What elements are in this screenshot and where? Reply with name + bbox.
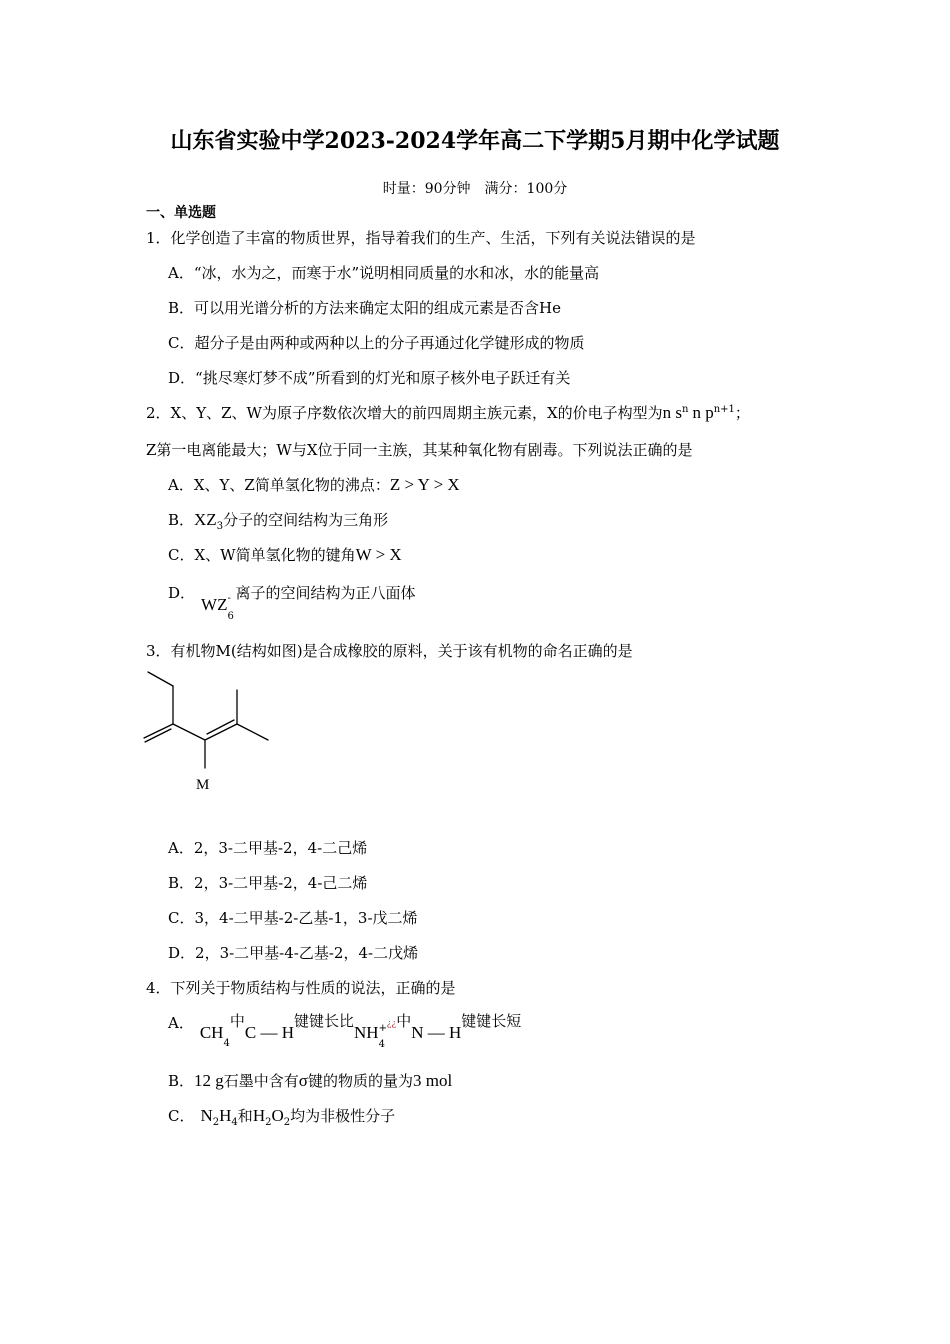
question-2-stem-line-1 <box>146 403 750 423</box>
formula-h2o2-h-subscript: 2 <box>265 1117 272 1128</box>
molecule-label: M <box>196 777 210 793</box>
question-2-option-a-text: A．X、Y、Z简单氢化物的沸点： <box>168 476 390 494</box>
question-2-stem-line-2: Z第一电离能最大；W与X位于同一主族，其某种氧化物有剧毒。下列说法正确的是 <box>146 441 693 459</box>
question-2-option-d-label: D． <box>168 584 196 602</box>
artifact-tag: ¿¿ <box>386 1019 397 1029</box>
question-4-option-b-text-1: 石墨中含有 <box>223 1072 299 1090</box>
electron-config-np-exponent: n+1 <box>713 404 735 415</box>
bond-angle-order: W > X <box>355 545 402 564</box>
formula-n2h4-h: H <box>219 1106 232 1125</box>
question-3-option-b: B．2，3-二甲基-2，4-己二烯 <box>168 874 368 892</box>
molecule-m-structure <box>140 668 280 798</box>
formula-n2h4-n: N <box>200 1106 213 1125</box>
question-2-option-c <box>168 545 402 565</box>
formula-wz6-subscript: 6 <box>227 611 234 622</box>
question-2-option-b-text: 分子的空间结构为三角形 <box>223 511 389 529</box>
sigma-symbol: σ <box>298 1071 308 1090</box>
question-2-option-d <box>168 583 416 622</box>
question-1-option-d: D．“挑尽寒灯梦不成”所看到的灯光和原子核外电子跃迁有关 <box>168 369 571 387</box>
question-1-option-a: A．“冰，水为之，而寒于水”说明相同质量的水和冰，水的能量高 <box>168 264 600 282</box>
c2-c3-bond <box>173 724 205 740</box>
question-4-option-a-end: 键键长短 <box>461 1012 522 1030</box>
methyl-right-bond <box>237 724 268 740</box>
graphite-mass: 12 g <box>194 1071 224 1090</box>
formula-n2h4-h-subscript: 4 <box>231 1117 238 1128</box>
electron-config-ns: n s <box>662 403 683 422</box>
question-4-option-a-zhong-1: 中 <box>229 1012 245 1030</box>
electron-config-ns-exponent: n <box>682 404 689 415</box>
question-2-stem-punct: ； <box>734 404 750 422</box>
question-4-option-b-text-2: 键的物质的量为 <box>307 1072 413 1090</box>
question-2-option-b <box>168 510 388 530</box>
page-title: 山东省实验中学2023-2024学年高二下学期5月期中化学试题 <box>170 128 780 154</box>
ethyl-terminal-bond <box>148 672 173 686</box>
question-2-stem-text: 2．X、Y、Z、W为原子序数依次增大的前四周期主族元素，X的价电子构型为 <box>146 404 663 422</box>
sigma-bond-amount: 3 mol <box>412 1071 453 1090</box>
question-4-option-a-label: A． <box>168 1014 194 1032</box>
question-4-option-c-and: 和 <box>237 1107 253 1125</box>
formula-h2o2-o-subscript: 2 <box>283 1117 291 1128</box>
formula-h2o2-o: O <box>271 1106 284 1125</box>
question-4-option-c-label: C． <box>168 1107 195 1125</box>
bond-c-h: C — H <box>244 1023 294 1042</box>
question-4-option-c <box>168 1106 395 1126</box>
formula-nh4-subscript: 4 <box>378 1039 385 1050</box>
question-2-option-a <box>168 475 460 495</box>
question-3-option-d: D．2，3-二甲基-4-乙基-2，4-二戊烯 <box>168 944 419 962</box>
formula-xz3-subscript: 3 <box>216 521 224 532</box>
question-3-stem: 3．有机物M(结构如图)是合成橡胶的原料，关于该有机物的命名正确的是 <box>146 642 633 660</box>
formula-n2h4-n-subscript: 2 <box>212 1117 220 1128</box>
question-2-option-c-text: C．X、W简单氢化物的键角 <box>168 546 356 564</box>
formula-ch4: CH <box>199 1023 224 1042</box>
formula-xz3: XZ <box>194 510 217 529</box>
exam-info: 时量：90分钟 满分：100分 <box>382 181 568 197</box>
question-3-option-c: C．3，4-二甲基-2-乙基-1，3-戊二烯 <box>168 909 418 927</box>
question-4-option-c-text: 均为非极性分子 <box>290 1107 396 1125</box>
question-1-stem: 1．化学创造了丰富的物质世界，指导着我们的生产、生活，下列有关说法错误的是 <box>146 229 696 247</box>
question-4-option-b-label: B． <box>168 1072 195 1090</box>
question-4-option-a-zhong-2: 中 <box>396 1012 412 1030</box>
formula-ch4-subscript: 4 <box>223 1038 230 1049</box>
formula-h2o2-h: H <box>252 1106 266 1125</box>
formula-wz6-charge: - <box>227 593 231 604</box>
section-heading: 一、单选题 <box>146 205 216 221</box>
bond-n-h: N — H <box>411 1023 462 1042</box>
formula-wz6: WZ <box>201 595 228 614</box>
question-4-option-b <box>168 1071 452 1091</box>
question-4-option-a-compare: 键键长比 <box>293 1012 354 1030</box>
question-2-option-b-label: B． <box>168 511 195 529</box>
question-4-stem: 4．下列关于物质结构与性质的说法，正确的是 <box>146 979 456 997</box>
electron-config-np: n p <box>692 403 714 422</box>
question-3-option-a: A．2，3-二甲基-2，4-二己烯 <box>168 839 368 857</box>
formula-nh4: NH <box>354 1023 379 1042</box>
question-4-option-a <box>168 1013 521 1049</box>
boiling-point-order: Z > Y > X <box>389 475 460 494</box>
question-1-option-c: C．超分子是由两种或两种以上的分子再通过化学键形成的物质 <box>168 334 585 352</box>
question-2-option-d-text: 离子的空间结构为正八面体 <box>235 584 416 602</box>
formula-nh4-charge: + <box>378 1023 387 1034</box>
question-1-option-b: B．可以用光谱分析的方法来确定太阳的组成元素是否含He <box>168 299 561 317</box>
